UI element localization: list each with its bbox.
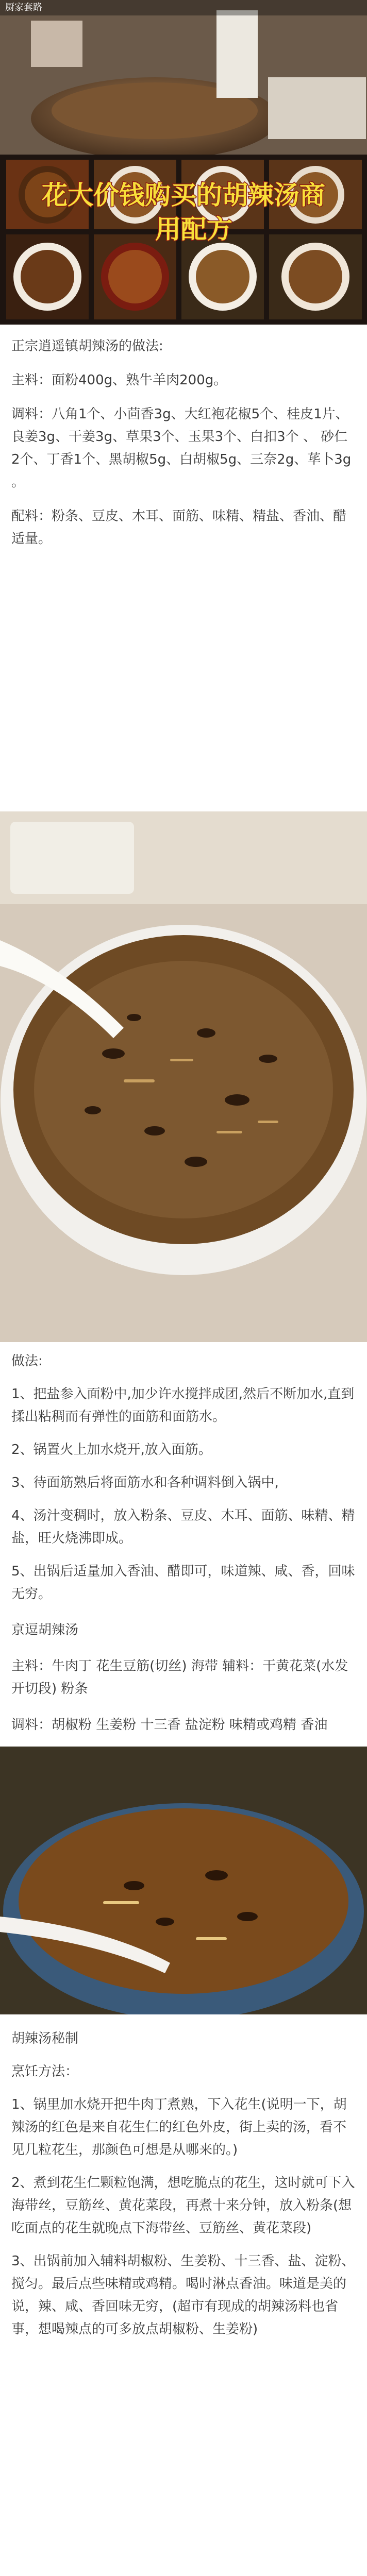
section4-step-3: 3、出锅前加入辅料胡椒粉、生姜粉、十三香、盐、淀粉、搅匀。最后点些味精或鸡精。喝时淋点香油。味道是美的说，辣、咸、香回味无穷，(超市有现成的胡辣汤料也省事，想喝辣点的可多放点胡椒粉、生姜粉) bbox=[11, 2253, 355, 2337]
section4-heading: 胡辣汤秘制 bbox=[11, 2031, 79, 2046]
section2-step-3: 3、待面筋熟后将面筋水和各种调料倒入锅中, bbox=[11, 1475, 279, 1490]
second-soup-illustration bbox=[0, 1747, 367, 2014]
top-caption-bar bbox=[0, 0, 367, 15]
section4-step-1: 1、锅里加水烧开把牛肉丁煮熟，下入花生(说明一下，胡辣汤的红色是来自花生仁的红色外皮，街上卖的汤，看不见几粒花生，那颜色可想是从哪来的。) bbox=[11, 2097, 347, 2158]
section1-text bbox=[11, 335, 356, 550]
title-line1: 花大价钱购买的胡辣汤商 bbox=[42, 180, 325, 210]
second-soup-photo bbox=[0, 1747, 367, 2014]
section1-main-ingredients: 主料：面粉400g、熟牛羊肉200g。 bbox=[11, 372, 227, 388]
soup-bowl-illustration bbox=[0, 811, 367, 1342]
section2-step-1: 1、把盐参入面粉中,加少许水搅拌成团,然后不断加水,直到揉出粘稠而有弹性的面筋和面筋水。 bbox=[11, 1386, 355, 1425]
title-banner bbox=[19, 175, 348, 247]
soup-bowl-photo bbox=[0, 811, 367, 1342]
section4-text bbox=[11, 2027, 356, 2341]
header-photo-illustration bbox=[0, 0, 367, 325]
top-caption: 厨家套路 bbox=[5, 2, 42, 13]
section1-heading: 正宗逍遥镇胡辣汤的做法: bbox=[11, 338, 163, 354]
section2-step-5: 5、出锅后适量加入香油、醋即可，味道辣、咸、香，回味无穷。 bbox=[11, 1564, 355, 1602]
section3-ingredients: 主料：牛肉丁 花生豆筋(切丝) 海带 辅料：干黄花菜(水发开切段) 粉条 bbox=[11, 1658, 348, 1697]
section1-accessories: 配料：粉条、豆皮、木耳、面筋、味精、精盐、香油、醋适量。 bbox=[11, 509, 347, 547]
section1-seasonings: 调料：八角1个、小茴香3g、大红袍花椒5个、桂皮1片、良姜3g、干姜3g、草果3个、玉果3个、白扣3个 、 砂仁2个、丁香1个、黑胡椒5g、白胡椒5g、三奈2g、荜卜3g 。 bbox=[11, 406, 352, 490]
section4-step-2: 2、煮到花生仁颗粒饱满，想吃脆点的花生，这时就可下入海带丝，豆筋丝、黄花菜段，再煮十来分钟，放入粉条(想吃面点的花生就晚点下海带丝、豆筋丝、黄花菜段) bbox=[11, 2175, 355, 2236]
section4-subheading: 烹饪方法： bbox=[11, 2064, 79, 2079]
section3-heading: 京逗胡辣汤 bbox=[11, 1622, 79, 1638]
section2-text bbox=[11, 1350, 356, 1736]
header-photo bbox=[0, 0, 367, 325]
section2-step-2: 2、锅置火上加水烧开,放入面筋。 bbox=[11, 1442, 212, 1458]
section3-seasonings: 调料：胡椒粉 生姜粉 十三香 盐淀粉 味精或鸡精 香油 bbox=[11, 1717, 328, 1733]
section2-step-4: 4、汤汁变稠时，放入粉条、豆皮、木耳、面筋、味精、精盐，旺火烧沸即成。 bbox=[11, 1508, 355, 1546]
section2-heading: 做法: bbox=[11, 1353, 43, 1369]
title-line2: 用配方 bbox=[155, 214, 232, 244]
